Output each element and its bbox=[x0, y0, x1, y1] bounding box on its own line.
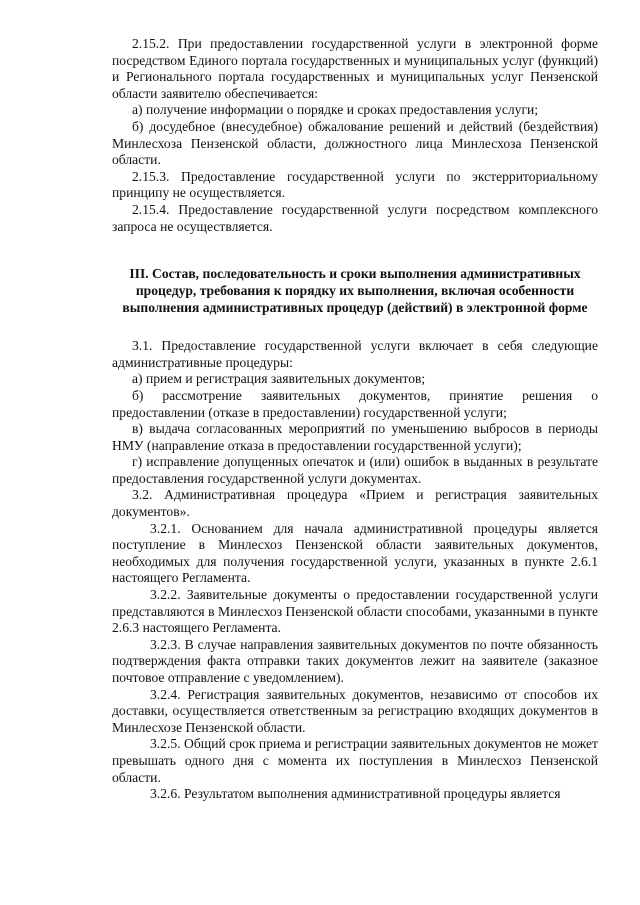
paragraph-3-2-3: 3.2.3. В случае направления заявительных документов по почте обязанность подтверждения факта отправки таких документов лежит на заявителе (заказное почтовое отправление с уведомлением). bbox=[112, 636, 598, 685]
paragraph-3-2-6: 3.2.6. Результатом выполнения административной процедуры является bbox=[150, 786, 561, 802]
paragraph-3-1: 3.1. Предоставление государственной услуги включает в себя следующие административные процедуры: bbox=[112, 338, 598, 370]
paragraph-2-15-3: 2.15.3. Предоставление государственной услуги по экстерриториальному принципу не осуществляется. bbox=[112, 168, 598, 201]
paragraph-3-2-4: 3.2.4. Регистрация заявительных документов, независимо от способов их доставки, осуществляется ответственным за регистрацию входящих документов в Минлесхозе Пензенской области. bbox=[112, 686, 598, 735]
paragraph-3-2-5: 3.2.5. Общий срок приема и регистрации заявительных документов не может превышать одного дня с момента их поступления в Минлесхоз Пензенской области. bbox=[112, 736, 598, 785]
section-heading: III. Состав, последовательность и сроки выполнения административных процедур, требования к порядку их выполнения, включая особенности выполнения административных процедур (действий) в электронной форме bbox=[122, 266, 588, 316]
list-item-2-15-2-a: а) получение информации о порядке и сроках предоставления услуги; bbox=[132, 102, 539, 118]
list-item-3-1-a: а) прием и регистрация заявительных документов; bbox=[132, 371, 426, 387]
paragraph-2-15-2: 2.15.2. При предоставлении государственной услуги в электронной форме посредством Единого портала государственных и муниципальных услуг (функций) и Регионального портала государственных и муниципальных услуг Пензенской области заявителю обеспечивается: bbox=[112, 36, 598, 101]
paragraph-3-2-1: 3.2.1. Основанием для начала административной процедуры является поступление в Минлесхоз Пензенской области заявительных документов, необходимых для получения государственной услуги, указанных в пункте 2.6.1 настоящего Регламента. bbox=[112, 520, 598, 586]
list-item-3-1-d: г) исправление допущенных опечаток и (или) ошибок в выданных в результате предоставления государственной услуги документах. bbox=[112, 454, 598, 486]
paragraph-2-15-4: 2.15.4. Предоставление государственной услуги посредством комплексного запроса не осуществляется. bbox=[112, 201, 598, 234]
paragraph-3-2-2: 3.2.2. Заявительные документы о предоставлении государственной услуги представляются в Минлесхоз Пензенской области способами, указанными в пункте 2.6.3 настоящего Регламента. bbox=[112, 587, 598, 636]
paragraph-3-2: 3.2. Административная процедура «Прием и регистрация заявительных документов». bbox=[112, 487, 598, 520]
list-item-3-1-c: в) выдача согласованных мероприятий по уменьшению выбросов в периоды НМУ (направление отказа в предоставлении государственной услуги); bbox=[112, 421, 598, 453]
list-item-3-1-b: б) рассмотрение заявительных документов, принятие решения о предоставлении (отказе в предоставлении) государственной услуги; bbox=[112, 387, 598, 420]
list-item-2-15-2-b: б) досудебное (внесудебное) обжалование решений и действий (бездействия) Минлесхоза Пензенской области, должностного лица Минлесхоза Пензенской области. bbox=[112, 118, 598, 168]
document-body bbox=[112, 36, 598, 803]
